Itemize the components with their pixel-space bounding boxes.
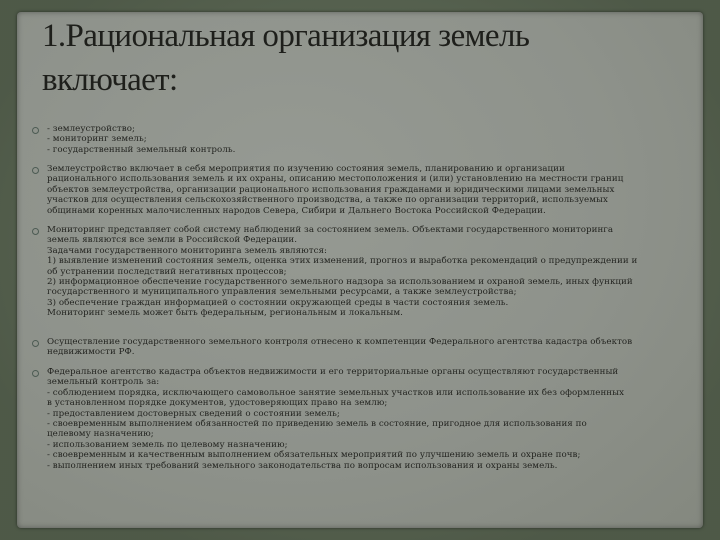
text-line: - государственный земельный контроль. — [47, 144, 236, 155]
bullet-icon — [32, 340, 39, 347]
list-item-text — [47, 124, 692, 155]
text-line: земель являются все земли в Российской Федерации. — [47, 235, 298, 246]
text-line: общинами коренных малочисленных народов Севера, Сибири и Дальнего Востока Российской Федерации. — [47, 205, 546, 216]
text-line: Федеральное агентство кадастра объектов недвижимости и его территориальные органы осуществляют государственный — [47, 367, 619, 377]
text-line: целевому назначению; — [47, 429, 154, 440]
text-line: 2) информационное обеспечение государственного земельного надзора за использованием и охраной земель, иных функций — [47, 277, 633, 288]
slide-title-line-2: включает: — [42, 62, 178, 98]
text-line: Мониторинг представляет собой систему наблюдений за состоянием земель. Объектами государственного мониторинга — [47, 225, 614, 235]
text-line: недвижимости РФ. — [47, 347, 135, 358]
text-line: 3) обеспечение граждан информацией о состоянии окружающей среды в части состояния земель. — [47, 297, 509, 308]
text-line: - землеустройство; — [47, 124, 135, 134]
list-item-text — [47, 337, 692, 358]
text-line: Землеустройство включает в себя мероприятия по изучению состояния земель, планированию и организации — [47, 164, 565, 174]
text-line: участков для осуществления сельскохозяйственного производства, а также по организации территорий, используемых — [47, 195, 608, 206]
text-line: Осуществление государственного земельного контроля отнесено к компетенции Федерального агентства кадастра объектов — [47, 337, 633, 347]
text-line: Мониторинг земель может быть федеральным, региональным и локальным. — [47, 308, 403, 319]
bullet-icon — [32, 370, 39, 377]
text-line: - своевременным выполнением обязанностей по приведению земель в состояние, пригодное для использования по — [47, 419, 587, 430]
bullet-icon — [32, 127, 39, 134]
list-item-text — [47, 367, 692, 471]
text-line: - своевременным и качественным выполнением обязательных мероприятий по улучшению земель и охране почв; — [47, 450, 581, 461]
list-item-text — [47, 225, 692, 319]
text-line: в установленном порядке документов, удостоверяющих право на землю; — [47, 398, 388, 409]
slide-title — [42, 14, 682, 102]
text-line: земельный контроль за: — [47, 377, 160, 388]
text-line: - предоставлением достоверных сведений о состоянии земель; — [47, 408, 340, 419]
text-line: - мониторинг земель; — [47, 134, 147, 145]
list-item-text — [47, 164, 692, 216]
text-line: государственного и муниципального управления земельными ресурсами, а также землеустройства; — [47, 287, 517, 298]
bullet-icon — [32, 167, 39, 174]
text-line: 1) выявление изменений состояния земель, оценка этих изменений, прогноз и выработка рекомендаций о предупреждении и — [47, 256, 638, 267]
text-line: об устранении последствий негативных процессов; — [47, 266, 287, 277]
text-line: - выполнением иных требований земельного законодательства по вопросам использования и охраны земель. — [47, 460, 558, 471]
text-line: Задачами государственного мониторинга земель являются: — [47, 245, 327, 256]
text-line: - использованием земель по целевому назначению; — [47, 439, 288, 450]
text-line: - соблюдением порядка, исключающего самовольное занятие земельных участков или использование их без оформленных — [47, 387, 625, 398]
bullet-icon — [32, 228, 39, 235]
slide-title-line-1: 1.Рациональная организация земель — [42, 18, 530, 54]
text-line: объектов землеустройства, организации рационального использования гражданами и юридическими лицами земельных — [47, 184, 615, 195]
text-line: рационального использования земель и их охраны, описанию местоположения и (или) установлению на местности границ — [47, 174, 624, 185]
